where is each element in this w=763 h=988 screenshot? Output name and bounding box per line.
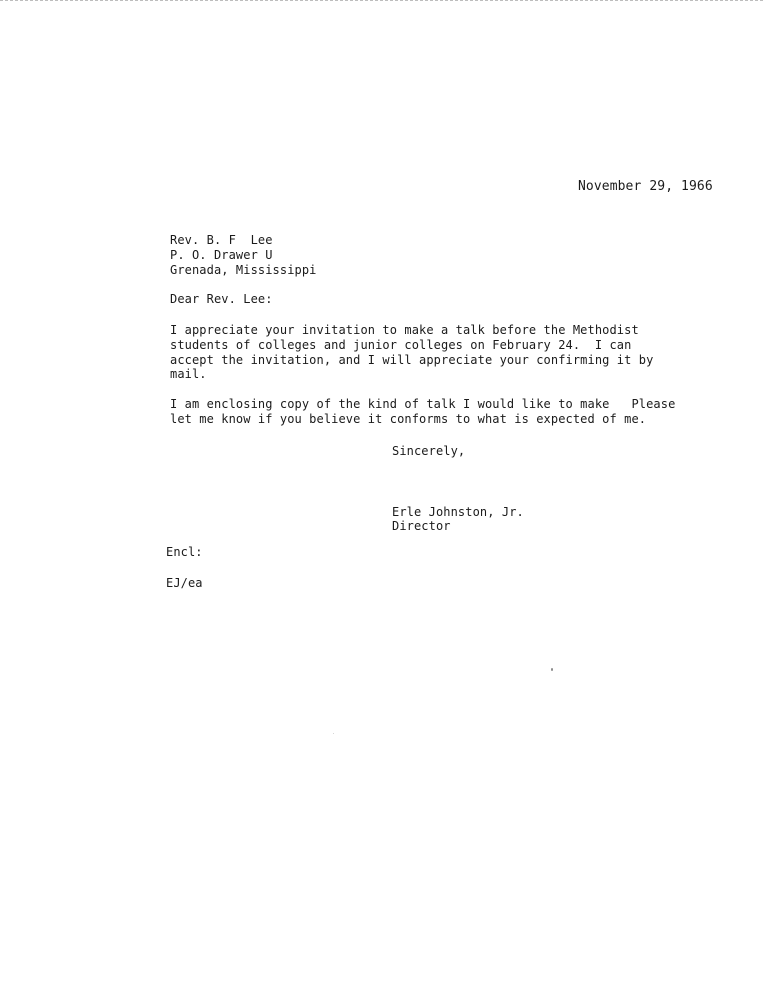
body-line: students of colleges and junior colleges on February 24. I can <box>170 338 632 352</box>
recipient-address-line-1: P. O. Drawer U <box>170 248 273 262</box>
closing: Sincerely, <box>392 444 466 458</box>
recipient-address-line-2: Grenada, Mississippi <box>170 263 317 277</box>
body-line: mail. <box>170 367 207 381</box>
scan-speck <box>551 668 553 671</box>
signer-name: Erle Johnston, Jr. <box>392 505 524 519</box>
salutation: Dear Rev. Lee: <box>170 292 273 306</box>
body-line: let me know if you believe it conforms to what is expected of me. <box>170 412 647 426</box>
reference-initials: EJ/ea <box>166 576 203 590</box>
letter-date: November 29, 1966 <box>578 179 713 194</box>
enclosure-note: Encl: <box>166 545 203 559</box>
body-line: accept the invitation, and I will appreciate your confirming it by <box>170 353 654 367</box>
body-line: I am enclosing copy of the kind of talk I would like to make Please <box>170 397 676 411</box>
scan-speck <box>333 733 334 734</box>
recipient-name: Rev. B. F Lee <box>170 233 273 247</box>
body-line: I appreciate your invitation to make a talk before the Methodist <box>170 323 639 337</box>
page-top-border <box>0 0 763 1</box>
signer-title: Director <box>392 519 451 533</box>
